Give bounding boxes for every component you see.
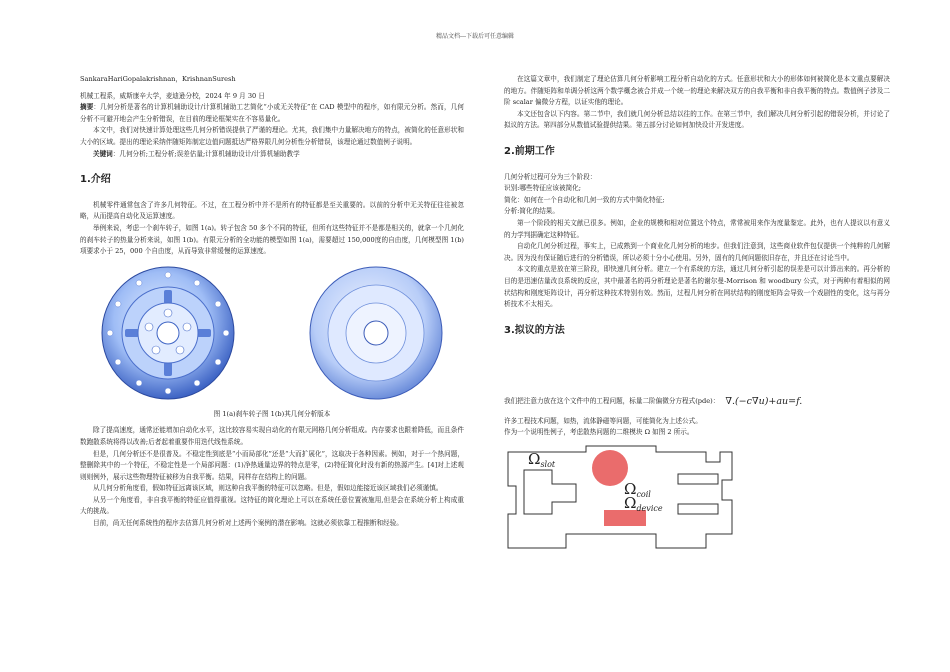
body-paragraph: 本文的重点是放在第三阶段，即快速几何分析。建立一个有系统的方法，通过几何分析引起的误差是可以计算出来的。再分析的目的是迅速估量改良系统的反应，其中最著名的再分析理论是著名的谢尔曼-Morrison 和 woodbury 公式，对于两种有着相似的网状结构和刚度矩阵设计，再分析这种技术特别有效。然而，过程几何分析在网状结构的刚度矩阵会导致一个戏剧性的变化，这与再分析技术不太相关。 bbox=[504, 265, 890, 309]
prior-line: 简化：如何在一个自动化和几何一致的方式中简化特征; bbox=[504, 195, 665, 204]
figure-1a-brake-rotor bbox=[84, 263, 252, 403]
section-heading-prior-work: 2.前期工作 bbox=[504, 145, 555, 157]
equation-line bbox=[504, 396, 890, 408]
left-column bbox=[80, 74, 464, 530]
abstract-paragraph-2: 本文中，我们对快速计算处理这些几何分析错误提供了严谨的理论。尤其，我们集中力量解决地方的特点，被简化的任意形状和大小的区域。提出的理论采纳伴随矩阵制定边值问题抵达严格界限几何分析性分析错误，该理论通过数值例子说明。 bbox=[80, 126, 464, 146]
equation-intro: 我们把注意力放在这个文件中的工程问题，标量二阶偏微分方程式(pde)： bbox=[504, 397, 720, 406]
body-paragraph: 第一个阶段的相关文献已很多。例如，企业的规模和相对位置这个特点，常常被用来作为度量鉴定。此外，也有人提议以有意义的力学判据确定这种特征。 bbox=[504, 218, 890, 239]
intro-paragraph: 机械零件通常包含了许多几何特征。不过，在工程分析中并不是所有的特征都是至关重要的。以前的分析中无关特征往往被忽略，从而提高自动化及运算速度。 bbox=[80, 200, 464, 221]
coil-label: coil bbox=[636, 490, 651, 500]
coil-region bbox=[592, 450, 628, 486]
keywords-text: ：几何分析;工程分析;误差估量;计算机辅助设计/计算机辅助教学 bbox=[112, 149, 300, 158]
omega-coil-symbol: Ω bbox=[624, 480, 637, 499]
method-line: 作为一个说明性例子，考虑散热问题的二维模块 Ω 如图 2 所示。 bbox=[504, 428, 694, 437]
keywords bbox=[80, 149, 464, 161]
section-heading-proposed-method: 3.拟议的方法 bbox=[504, 324, 565, 336]
intro-paragraph: 举例来说，考虑一个刹车转子，如图 1(a)。转子包含 50 多个不同的特征，但所有这些特征并不是都是相关的，就拿一个几何化的刹车转子的热量分析来说，如图 1(b)。有限元分析的全功能的模型如图 1(a)，需要超过 150,000度的自由度，几何模型图 1(b)项要求小于 25，000 个自由度，从而导致非常缓慢的运算速度。 bbox=[80, 223, 464, 256]
body-paragraph: 自动化几何分析过程，事实上，已成熟到一个商业化几何分析的地步。但我们注意到，这些商业软件包仅提供一个纯粹的几何解决。因为没有保证随后进行的分析错误，所以必须十分小心使用。另外，固有的几何问题依旧存在，并且还在讨论当中。 bbox=[504, 242, 890, 262]
body-paragraph: 在这篇文章中，我们制定了理论估算几何分析影响工程分析自动化的方式。任意形状和大小的形体如何被简化是本文重点要解决的地方。伴随矩阵和单调分析这两个数学概念被合并成一个统一的理论来解决双方的自我平衡和非自我平衡的特点。数值例子涉及二阶 scalar 偏微分方程，以证实他的理论。 bbox=[504, 75, 890, 107]
prior-line: 分析:简化的结果。 bbox=[504, 207, 559, 216]
figure-1-caption: 图 1(a)刹车转子图 1(b)其几何分析版本 bbox=[213, 409, 331, 418]
body-paragraph: 本文还包含以下内容。第二节中，我们就几何分析总结以往的工作。在第三节中，我们解决几何分析引起的错误分析，并讨论了拟议的方法。第四部分从数值试验提供结果。第五部分讨论如何加快设计开发进度。 bbox=[504, 109, 890, 130]
omega-slot-symbol: Ω bbox=[528, 450, 541, 469]
abstract-text: ：几何分析是著名的计算机辅助设计/计算机辅助工艺简化“小或无关特征”在 CAD 模型中的程序，如有限元分析。然而，几何分析不可避开地会产生分析错误，在目前的理论框架实在不容易量化。 bbox=[80, 103, 465, 123]
abstract bbox=[80, 102, 464, 125]
method-line: 许多工程技术问题，如热，流体静磁等问题，可能简化为上述公式。 bbox=[504, 416, 702, 425]
prior-line: 几何分析过程可分为三个阶段： bbox=[504, 172, 597, 181]
figure-1 bbox=[80, 263, 464, 403]
abstract-label: 摘要 bbox=[80, 103, 94, 112]
body-paragraph: 从几何分析角度看，假如特征远离该区域，则这种自我平衡的特征可以忽略。但是，假如边能接近该区域我们必须谨慎。 bbox=[93, 484, 443, 493]
affiliation: 机械工程系，威斯康辛大学，麦迪逊分校，2024 年 9 月 30 日 bbox=[80, 91, 265, 100]
pde-equation: ∇.(−c∇u)+au=f. bbox=[725, 396, 803, 408]
figure-1b-defeatured-rotor bbox=[292, 263, 460, 403]
body-paragraph: 但是，几何分析还不是很普及。不稳定性到底是“小而局部化”还是“大而扩展化”，这取决于各种因素。例如，对于一个热问题，整删除其中的一个特征，不稳定性是一个局部问题：(1)净热通量边界的特点是零，(2)特征简化时没有新的热源产生。[4]对上述观则则例外，展示这些物理特征被移为自我平衡。结果，同样存在结构上的问题。 bbox=[80, 449, 464, 481]
right-column bbox=[504, 74, 890, 550]
body-paragraph: 从另一个角度看，非自我平衡的特征应值得重视。这特征的简化理论上可以在系统任意位置被施用,但是会在系统分析上构成重大的挑战。 bbox=[80, 495, 464, 516]
body-paragraph: 除了提高速度，通常还能增加自动化水平，这比较容易实现自动化的有限元网格几何分析组成。内存要求也跟着降低，而且条件数跑散系统将得以改善;后者起着重要作用迭代线性系统。 bbox=[80, 426, 464, 446]
authors: SankaraHariGopalakrishnan，KrishnanSuresh bbox=[80, 75, 236, 83]
keywords-label: 关键词 bbox=[93, 149, 113, 158]
device-label: device bbox=[636, 504, 663, 514]
slot-label: slot bbox=[540, 460, 556, 470]
page-header: 精品文档---下载后可任意编辑 bbox=[435, 33, 515, 40]
figure-2-domain bbox=[506, 444, 738, 550]
body-paragraph: 目前，尚无任何系统性的程序去估算几何分析对上述两个案例的潜在影响。这就必须依靠工程推断和经验。 bbox=[93, 519, 403, 528]
omega-device-symbol: Ω bbox=[624, 494, 637, 513]
section-heading-introduction: 1.介绍 bbox=[80, 174, 111, 186]
prior-line: 识别:哪些特征应该被简化; bbox=[504, 184, 581, 193]
